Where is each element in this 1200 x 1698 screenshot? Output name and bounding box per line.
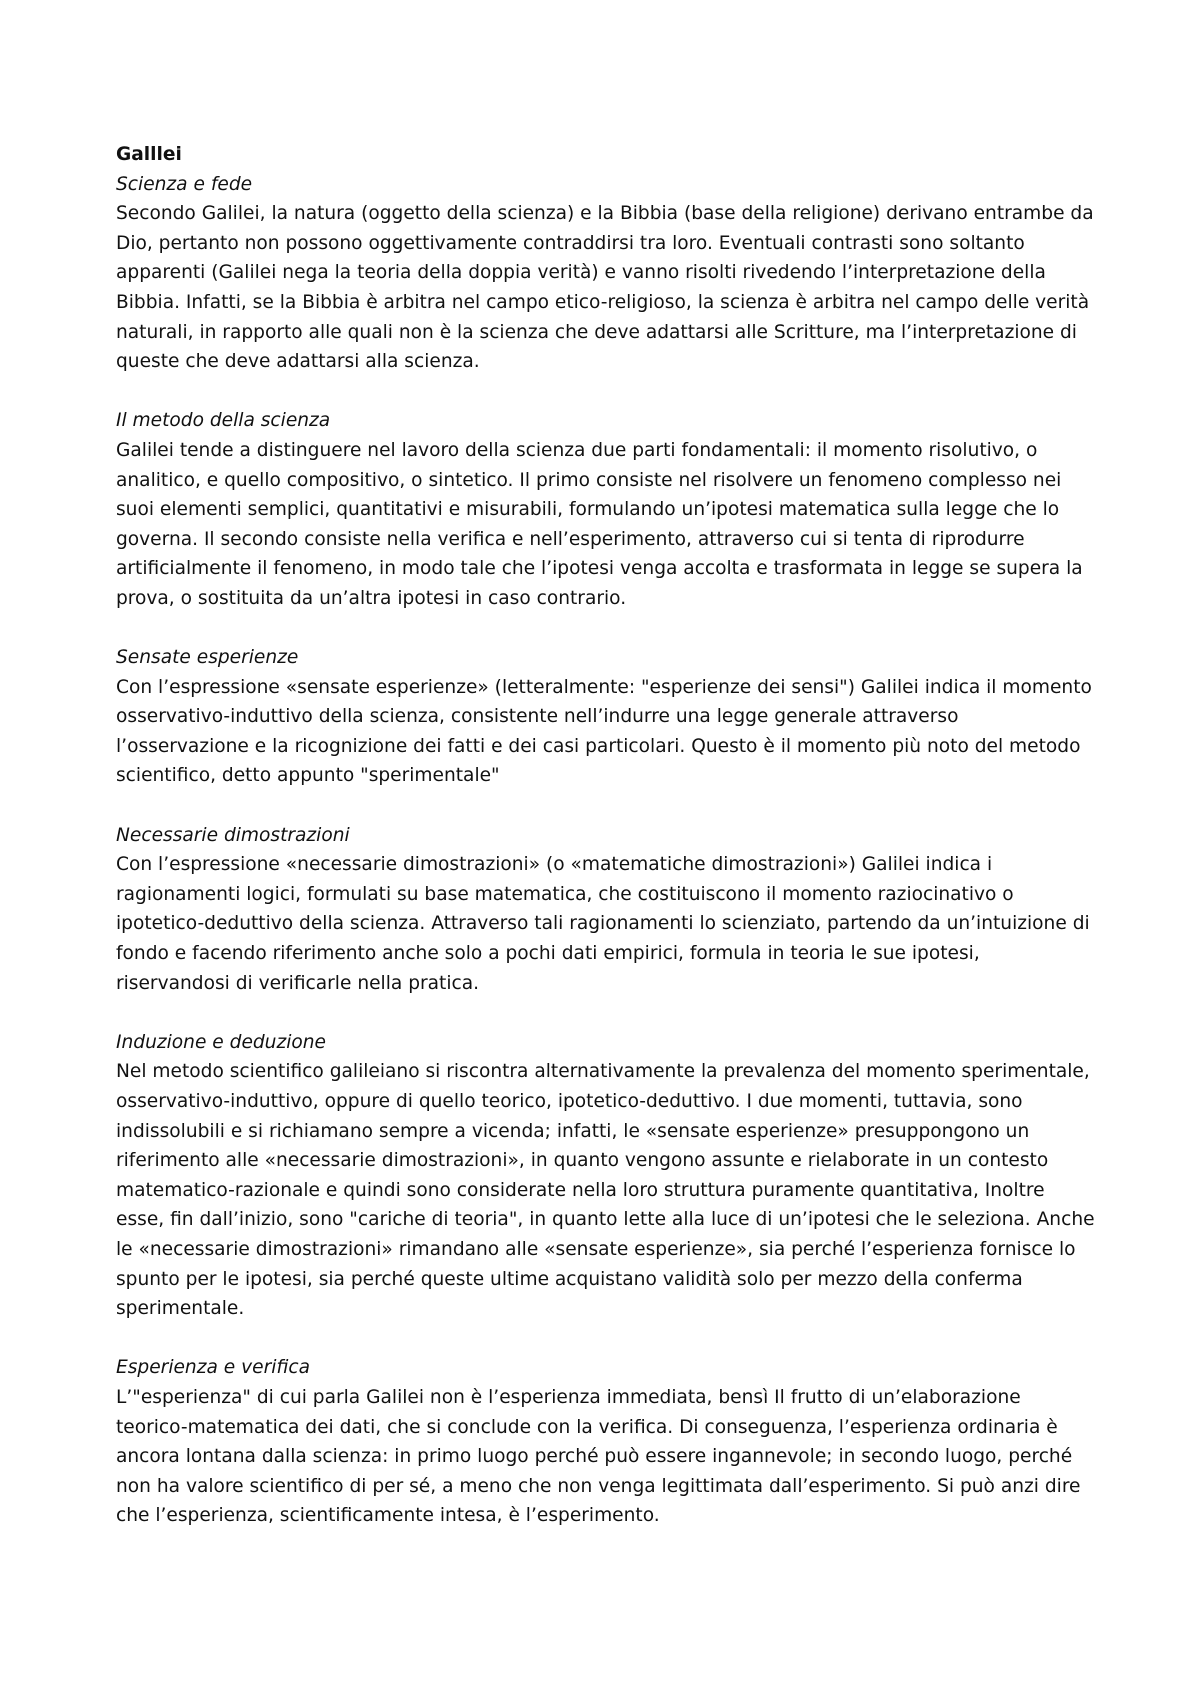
- section-body: L’"esperienza" di cui parla Galilei non è l’esperienza immediata, bensì Il frutto di un’elaborazione teorico-matematica dei dati, che si conclude con la verifica. Di conseguenza, l’esperienza ordinaria è ancora lontana dalla scienza: in primo luogo perché può essere ingannevole; in secondo luogo, perché non ha valore scientifico di per sé, a meno che non venga legittimata dall’esperimento. Si può anzi dire che l’esperienza, scientificamente intesa, è l’esperimento.: [116, 1386, 1081, 1527]
- section-heading: Esperienza e verifica: [116, 1357, 311, 1379]
- section-heading: Sensate esperienze: [116, 647, 299, 669]
- section-heading: Scienza e fede: [116, 173, 253, 195]
- section-body: Secondo Galilei, la natura (oggetto della scienza) e la Bibbia (base della religione) derivano entrambe da Dio, pertanto non possono oggettivamente contraddirsi tra loro. Eventuali contrasti sono soltanto apparenti (Galilei nega la teoria della doppia verità) e vanno risolti rivedendo l’interpretazione della Bibbia. Infatti, se la Bibbia è arbitra nel campo etico-religioso, la scienza è arbitra nel campo delle verità naturali, in rapporto alle quali non è la scienza che deve adattarsi alle Scritture, ma l’interpretazione di queste che deve adattarsi alla scienza.: [116, 203, 1094, 373]
- section-scienza-e-fede: [116, 170, 1096, 377]
- section-sensate-esperienze: [116, 643, 1096, 791]
- section-body: Nel metodo scientifico galileiano si riscontra alternativamente la prevalenza del momento sperimentale, osservativo-induttivo, oppure di quello teorico, ipotetico-deduttivo. I due momenti, tuttavia, sono indissolubili e si richiamano sempre a vicenda; infatti, le «sensate esperienze» presuppongono un riferimento alle «necessarie dimostrazioni», in quanto vengono assunte e rielaborate in un contesto matematico-razionale e quindi sono considerate nella loro struttura puramente quantitativa, Inoltre esse, fin dall’inizio, sono "cariche di teoria", in quanto lette alla luce di un’ipotesi che le seleziona. Anche le «necessarie dimostrazioni» rimandano alle «sensate esperienze», sia perché l’esperienza fornisce lo spunto per le ipotesi, sia perché queste ultime acquistano validità solo per mezzo della conferma sperimentale.: [116, 1061, 1095, 1320]
- section-body: Con l’espressione «necessarie dimostrazioni» (o «matematiche dimostrazioni») Galilei indica i ragionamenti logici, formulati su base matematica, che costituiscono il momento raziocinativo o ipotetico-deduttivo della scienza. Attraverso tali ragionamenti lo scienziato, partendo da un’intuizione di fondo e facendo riferimento anche solo a pochi dati empirici, formula in teoria le sue ipotesi, riservandosi di verificarle nella pratica.: [116, 854, 1090, 994]
- section-metodo-della-scienza: [116, 406, 1096, 613]
- section-body: Con l’espressione «sensate esperienze» (letteralmente: "esperienze dei sensi") Galilei indica il momento osservativo-induttivo della scienza, consistente nell’indurre una legge generale attraverso l’osservazione e la ricognizione dei fatti e dei casi particolari. Questo è il momento più noto del metodo scientifico, detto appunto "sperimentale": [116, 676, 1092, 787]
- document-page: [116, 140, 1096, 1561]
- section-body: Galilei tende a distinguere nel lavoro della scienza due parti fondamentali: il momento risolutivo, o analitico, e quello compositivo, o sintetico. Il primo consiste nel risolvere un fenomeno complesso nei suoi elementi semplici, quantitativi e misurabili, formulando un’ipotesi matematica sulla legge che lo governa. Il secondo consiste nella verifica e nell’esperimento, attraverso cui si tenta di riprodurre artificialmente il fenomeno, in modo tale che l’ipotesi venga accolta e trasformata in legge se supera la prova, o sostituita da un’altra ipotesi in caso contrario.: [116, 439, 1083, 609]
- section-heading: Necessarie dimostrazioni: [116, 824, 350, 846]
- section-esperienza-e-verifica: [116, 1353, 1096, 1531]
- section-induzione-e-deduzione: [116, 1028, 1096, 1324]
- section-necessarie-dimostrazioni: [116, 821, 1096, 999]
- document-title: Galllei: [116, 144, 182, 165]
- section-heading: Induzione e deduzione: [116, 1031, 326, 1053]
- section-heading: Il metodo della scienza: [116, 410, 331, 432]
